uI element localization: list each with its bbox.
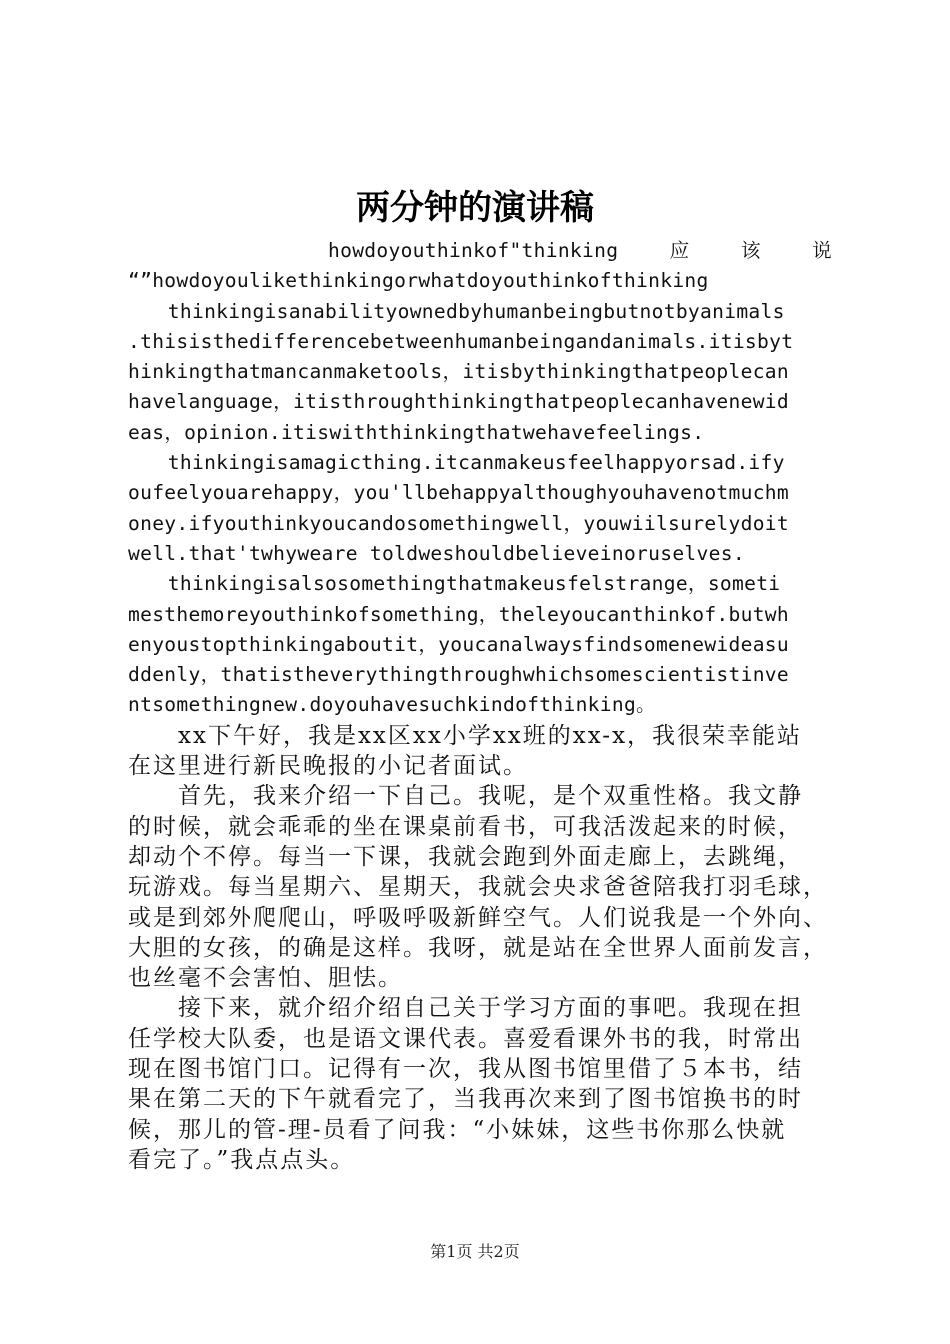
body-line: 候，那儿的管-理-员看了问我：“小妹妹，这些书你那么快就 [128,1116,787,1143]
body-line: oufeelyouarehappy，you'llbehappyalthoughyouhavenotmuchm [128,481,790,505]
body-line: havelanguage，itisthroughthinkingthatpeoplecanhavenewid [128,390,790,414]
body-line: howdoyouthinkof"thinking 应 该 说 [328,239,832,262]
body-line: 接下来，就介绍介绍自己关于学习方面的事吧。我现在担 [128,995,803,1022]
body-line: thinkingisalsosomethingthatmakeusfelstrange，someti [128,572,781,596]
body-line: .thisisthedifferencebetweenhumanbeingandanimals.itisbyt [128,329,794,353]
body-line: “”howdoyoulikethinkingorwhatdoyouthinkofthinking [128,269,709,293]
body-line: thinkingisamagicthing.itcanmakeusfeelhappyorsad.ify [128,451,785,475]
body-line: 也丝毫不会害怕、胆怯。 [128,965,403,992]
body-line: oney.ifyouthinkyoucandosomethingwell，youwiilsurelydoit [128,511,790,535]
body-line: 大胆的女孩，的确是这样。我呀，就是站在全世界人面前发言， [128,934,828,961]
body-line: ddenly，thatistheverythingthroughwhichsomescientistinve [128,663,790,687]
body-line: well.that'twhyweare toldweshouldbelieveinoruselves. [128,541,745,565]
body-line: hinkingthatmancanmaketools，itisbythinkingthatpeoplecan [128,360,790,384]
body-line: 玩游戏。每当星期六、星期天，我就会央求爸爸陪我打羽毛球， [128,874,828,901]
body-line: 果在第二天的下午就看完了，当我再次来到了图书馆换书的时 [128,1086,803,1113]
body-line: 任学校大队委，也是语文课代表。喜爱看课外书的我，时常出 [128,1025,803,1052]
body-line: eas，opinion.itiswiththinkingthatwehavefeelings. [128,420,705,444]
document-body [128,236,832,1175]
body-line: 首先，我来介绍一下自己。我呢，是个双重性格。我文静 [128,783,803,810]
body-line: 的时候，就会乖乖的坐在课桌前看书，可我活泼起来的时候， [128,813,803,840]
body-line: ntsomethingnew.doyouhavesuchkindofthinking。 [128,693,656,717]
body-line: thinkingisanabilityownedbyhumanbeingbutnotbyanimals [128,299,785,323]
document-title: 两分钟的演讲稿 [356,188,594,228]
body-line: 现在图书馆门口。记得有一次，我从图书馆里借了５本书，结 [128,1056,803,1083]
body-line: enyoustopthinkingaboutit，youcanalwaysfindsomenewideasu [128,632,790,656]
body-line: xx下午好，我是xx区xx小学xx班的xx-x，我很荣幸能站 [128,722,803,749]
body-line: mesthemoreyouthinkofsomething，theleyoucanthinkof.butwh [128,602,790,626]
page-footer: 第1页 共2页 [430,1242,520,1261]
body-line: 却动个不停。每当一下课，我就会跑到外面走廊上，去跳绳， [128,843,803,870]
body-line: 在这里进行新民晚报的小记者面试。 [128,753,528,780]
body-line: 看完了。”我点点头。 [128,1146,356,1173]
body-line: 或是到郊外爬爬山，呼吸呼吸新鲜空气。人们说我是一个外向、 [128,904,828,931]
